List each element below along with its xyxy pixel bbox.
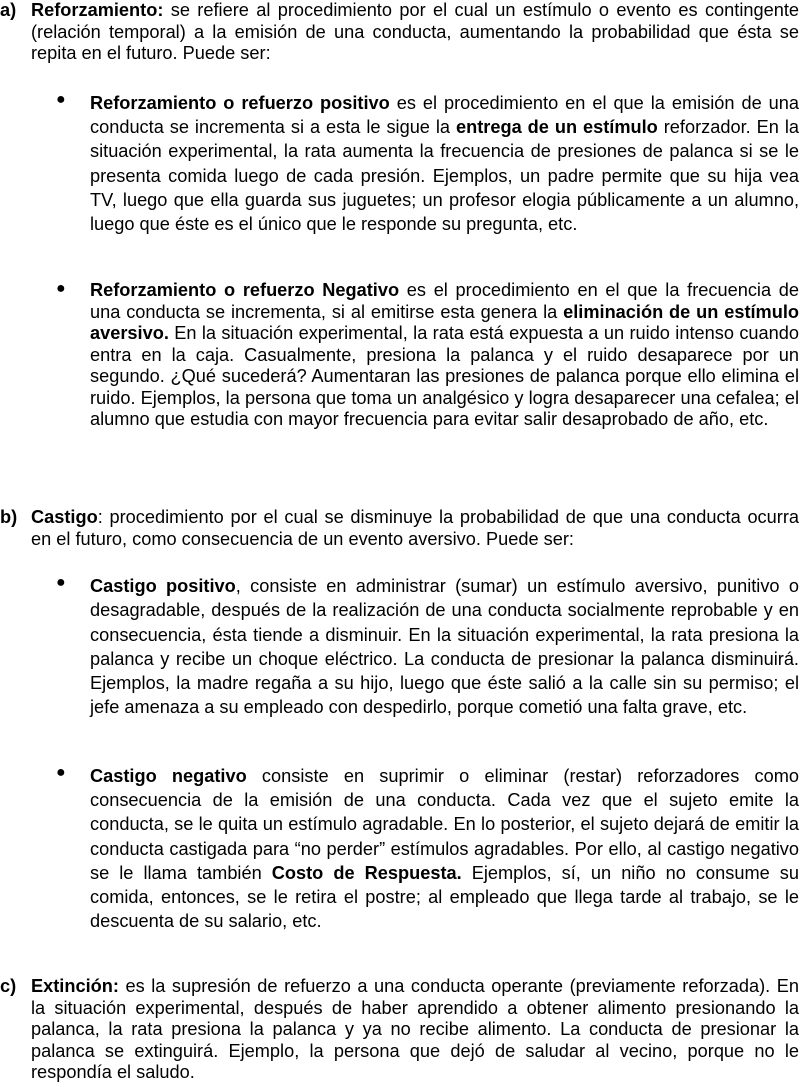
section-paragraph: Extinción: es la supresión de refuerzo a una conducta operante (previamente reforzada). En la situación experimental, después de haber aprendido a obtener alimento presionando la palanca, la rata presiona la palanca y ya no recibe alimento. La conducta de presionar la palanca se extinguirá. Ejemplo, la persona que dejó de saludar al vecino, porque no le respondía el saludo. [31,976,799,1082]
section-b [0,507,799,550]
bullet-title: Castigo negativo [90,766,247,786]
section-title: Castigo [31,507,98,527]
bullet-paragraph: Castigo negativo consiste en suprimir o eliminar (restar) reforzadores como consecuencia de la emisión de una conducta. Cada vez que el sujeto emite la conducta, se le quita un estímulo agradable. En lo posterior, el sujeto dejará de emitir la conducta castigada para “no perder” estímulos agradables. Por ello, al castigo negativo se le llama también Costo de Respuesta. Ejemplos, sí, un niño no consume su comida, entonces, se le retira el postre; al empleado que llega tarde al trabajo, se le descuenta de su salario, etc. [90,766,800,932]
bullet-item [56,280,799,431]
bullet-icon: ● [56,280,66,297]
bullet-title: Reforzamiento o refuerzo Negativo [90,280,400,300]
bullet-paragraph: Reforzamiento o refuerzo positivo es el procedimiento en el que la emisión de una conducta se incrementa si a esta le sigue la entrega de un estímulo reforzador. En la situación experimental, la rata aumenta la frecuencia de presiones de palanca si se le presenta comida luego de cada presión. Ejemplos, un padre permite que su hija vea TV, luego que ella guarda sus juguetes; un profesor elogia públicamente a un alumno, luego que éste es el único que le responde su pregunta, etc. [90,93,799,235]
bullet-title: Reforzamiento o refuerzo positivo [90,93,390,113]
bullet-item [56,764,799,933]
bullet-paragraph: Reforzamiento o refuerzo Negativo es el procedimiento en el que la frecuencia de una conducta se incrementa, si al emitirse esta genera la eliminación de un estímulo aversivo. En la situación experimental, la rata está expuesta a un ruido intenso cuando entra en la caja. Casualmente, presiona la palanca y el ruido desaparece por un segundo. ¿Qué sucederá? Aumentaran las presiones de palanca porque ello elimina el ruido. Ejemplos, la persona que toma un analgésico y logra desaparecer una cefalea; el alumno que estudia con mayor frecuencia para evitar salir desaprobado de año, etc. [90,280,799,429]
bullet-icon: ● [56,764,66,781]
section-label: c) [0,976,17,996]
bullet-icon: ● [56,91,66,108]
bullet-item [56,91,799,236]
bullet-icon: ● [56,574,66,591]
bullet-title: Castigo positivo [90,576,236,596]
bullet-paragraph: Castigo positivo, consiste en administrar (sumar) un estímulo aversivo, punitivo o desagradable, después de la realización de una conducta socialmente reprobable y en consecuencia, ésta tiende a disminuir. En la situación experimental, la rata presiona la palanca y recibe un choque eléctrico. La conducta de presionar la palanca disminuirá. Ejemplos, la madre regaña a su hijo, luego que éste salió a la calle sin su permiso; el jefe amenaza a su empleado con despedirlo, porque cometió una falta grave, etc. [90,576,800,718]
section-title: Reforzamiento: [31,0,164,20]
section-a [0,0,799,65]
section-paragraph: Castigo: procedimiento por el cual se disminuye la probabilidad de que una conducta ocurra en el futuro, como consecuencia de un evento aversivo. Puede ser: [31,507,799,549]
section-label: a) [0,0,17,20]
section-c [0,976,799,1084]
section-label: b) [0,507,18,527]
section-paragraph: Reforzamiento: se refiere al procedimiento por el cual un estímulo o evento es contingente (relación temporal) a la emisión de una conducta, aumentando la probabilidad que ésta se repita en el futuro. Puede ser: [31,0,799,63]
section-title: Extinción: [31,976,119,996]
bullet-item [56,574,799,720]
